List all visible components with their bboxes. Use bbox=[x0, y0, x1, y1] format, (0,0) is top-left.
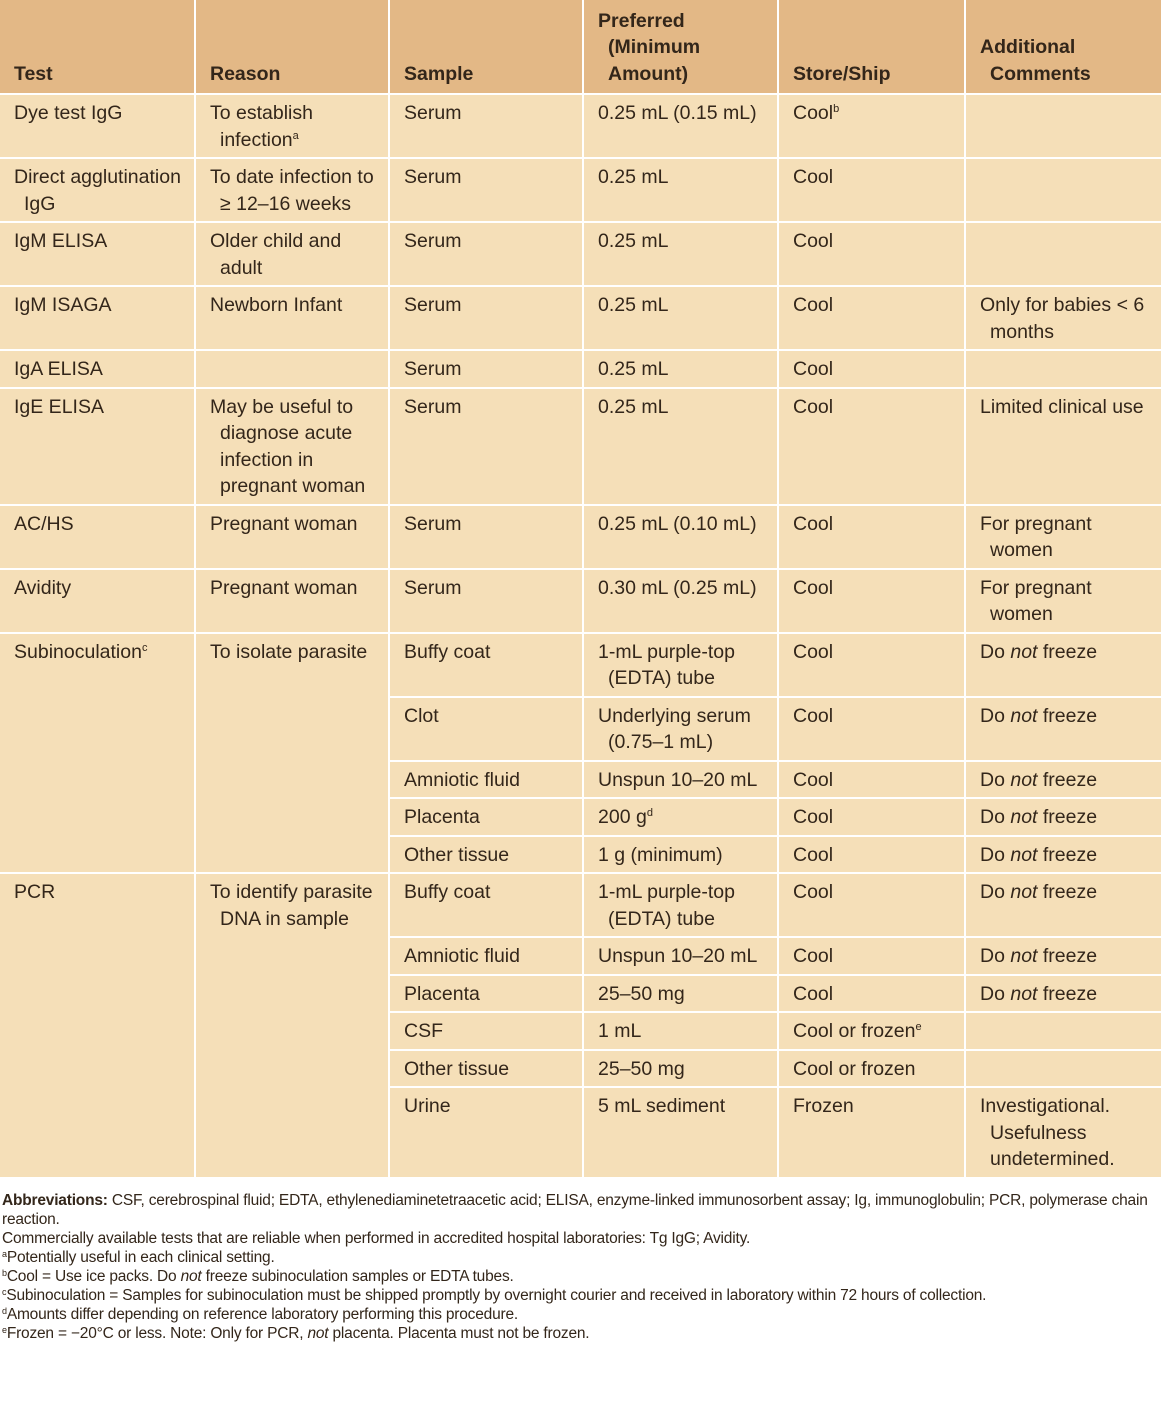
abbreviations-note bbox=[2, 1191, 1157, 1229]
store-text: Cool bbox=[793, 768, 834, 791]
comments-text: For pregnant women bbox=[980, 512, 1092, 561]
sample-cell bbox=[389, 222, 583, 286]
test-text: IgM ELISA bbox=[14, 230, 108, 252]
reason-text: To establish infection bbox=[210, 102, 313, 151]
footnote-text: Potentially useful in each clinical setting. bbox=[6, 1248, 275, 1266]
comments-emphasis: not bbox=[1010, 806, 1038, 828]
amount-cell bbox=[583, 798, 778, 836]
test-text: IgA ELISA bbox=[14, 358, 103, 380]
test-cell bbox=[0, 505, 195, 569]
store-text: Cool bbox=[793, 512, 834, 535]
comments-cell bbox=[965, 388, 1161, 505]
comments-emphasis: not bbox=[1010, 640, 1038, 663]
comments-emphasis: not bbox=[1010, 945, 1038, 967]
store-ship-cell bbox=[778, 94, 965, 158]
amount-cell bbox=[583, 975, 778, 1013]
sample-text: Serum bbox=[404, 230, 462, 252]
test-cell bbox=[0, 388, 195, 505]
store-text: Cool bbox=[793, 806, 834, 828]
test-cell bbox=[0, 222, 195, 286]
comments-text: freeze bbox=[1037, 768, 1098, 791]
sample-text: Placenta bbox=[404, 982, 480, 1005]
test-text: AC/HS bbox=[14, 512, 74, 535]
comments-cell bbox=[965, 94, 1161, 158]
store-text: Frozen bbox=[793, 1095, 854, 1117]
reason-cell bbox=[195, 873, 389, 1178]
amount-cell bbox=[583, 286, 778, 350]
comments-text: Do bbox=[980, 982, 1011, 1005]
sample-text: Other tissue bbox=[404, 1057, 510, 1080]
footnote-marker: c bbox=[2, 1286, 7, 1297]
amount-text: 0.25 mL bbox=[598, 166, 669, 188]
amount-cell bbox=[583, 697, 778, 761]
amount-text: 0.30 mL (0.25 mL) bbox=[598, 576, 757, 599]
footnote-marker: b bbox=[2, 1267, 7, 1278]
footnote bbox=[2, 1248, 1157, 1267]
reason-cell bbox=[195, 286, 389, 350]
amount-text: Unspun 10–20 mL bbox=[598, 945, 758, 967]
table-header bbox=[0, 0, 1161, 94]
comments-cell bbox=[965, 937, 1161, 975]
footnote-emphasis: not bbox=[180, 1267, 202, 1285]
table-row bbox=[0, 388, 1161, 505]
comments-cell bbox=[965, 761, 1161, 799]
amount-text: 25–50 mg bbox=[598, 982, 685, 1005]
comments-text: Limited clinical use bbox=[980, 395, 1144, 418]
table-row bbox=[0, 505, 1161, 569]
store-text: Cool or frozen bbox=[793, 1020, 916, 1042]
store-text: Cool bbox=[793, 843, 834, 866]
test-cell bbox=[0, 569, 195, 633]
reason-text: To date infection to ≥ 12–16 weeks bbox=[210, 166, 374, 215]
comments-cell bbox=[965, 633, 1161, 697]
comments-text: freeze bbox=[1037, 945, 1098, 967]
store-text: Cool bbox=[793, 294, 834, 316]
store-text: Cool bbox=[793, 395, 834, 418]
sample-text: CSF bbox=[404, 1020, 443, 1042]
reason-cell bbox=[195, 388, 389, 505]
amount-text: Unspun 10–20 mL bbox=[598, 768, 758, 791]
sample-cell bbox=[389, 94, 583, 158]
comments-emphasis: not bbox=[1010, 881, 1038, 903]
amount-text: 1-mL purple-top (EDTA) tube bbox=[598, 640, 735, 689]
abbreviations-text: CSF, cerebrospinal fluid; EDTA, ethylenediaminetetraacetic acid; ELISA, enzyme-linked immunosorbent assay; Ig, immunoglobulin; PCR, polymerase chain reaction. bbox=[2, 1191, 1148, 1228]
sample-cell bbox=[389, 1050, 583, 1088]
abbreviations-label: Abbreviations: bbox=[2, 1191, 108, 1209]
comments-text: Only for babies < 6 months bbox=[980, 294, 1145, 343]
sample-text: Serum bbox=[404, 576, 462, 599]
comments-text: Do bbox=[980, 945, 1011, 967]
sample-cell bbox=[389, 975, 583, 1013]
sample-text: Serum bbox=[404, 358, 462, 380]
amount-cell bbox=[583, 569, 778, 633]
store-ship-cell bbox=[778, 388, 965, 505]
store-ship-cell bbox=[778, 798, 965, 836]
comments-cell bbox=[965, 222, 1161, 286]
comments-cell bbox=[965, 1050, 1161, 1088]
comments-text: freeze bbox=[1037, 982, 1098, 1005]
table-row bbox=[0, 633, 1161, 697]
reason-cell bbox=[195, 569, 389, 633]
sample-cell bbox=[389, 505, 583, 569]
header-store-ship: Store/Ship bbox=[778, 0, 965, 94]
store-text: Cool bbox=[793, 881, 834, 903]
store-text: Cool bbox=[793, 102, 834, 124]
comments-text: Do bbox=[980, 768, 1011, 791]
test-text: Subinoculation bbox=[14, 640, 142, 663]
store-ship-cell bbox=[778, 1087, 965, 1178]
comments-emphasis: not bbox=[1010, 768, 1038, 791]
comments-emphasis: not bbox=[1010, 843, 1038, 866]
amount-text: 0.25 mL bbox=[598, 358, 669, 380]
header-sample: Sample bbox=[389, 0, 583, 94]
sample-text: Amniotic fluid bbox=[404, 945, 520, 967]
reason-text: Pregnant woman bbox=[210, 576, 358, 599]
sample-text: Urine bbox=[404, 1095, 451, 1117]
test-text: IgM ISAGA bbox=[14, 294, 112, 316]
amount-cell bbox=[583, 94, 778, 158]
comments-text: Investigational. Usefulness undetermined. bbox=[980, 1095, 1115, 1170]
table-row bbox=[0, 94, 1161, 158]
amount-cell bbox=[583, 1087, 778, 1178]
comments-cell bbox=[965, 975, 1161, 1013]
store-ship-cell bbox=[778, 158, 965, 222]
reason-text: To isolate parasite bbox=[210, 640, 368, 663]
header-amount: Preferred (Minimum Amount) bbox=[583, 0, 778, 94]
reason-text: Pregnant woman bbox=[210, 512, 358, 535]
footnote-marker: d bbox=[2, 1305, 7, 1316]
comments-emphasis: not bbox=[1010, 982, 1038, 1005]
store-ship-cell bbox=[778, 761, 965, 799]
amount-text: 5 mL sediment bbox=[598, 1095, 726, 1117]
table-row bbox=[0, 222, 1161, 286]
sample-text: Serum bbox=[404, 166, 462, 188]
store-text: Cool bbox=[793, 704, 834, 727]
sample-text: Placenta bbox=[404, 806, 480, 828]
comments-text: Do bbox=[980, 704, 1011, 727]
amount-text: Underlying serum (0.75–1 mL) bbox=[598, 704, 751, 753]
sample-cell bbox=[389, 836, 583, 874]
comments-cell bbox=[965, 286, 1161, 350]
reason-text: To identify parasite DNA in sample bbox=[210, 881, 373, 930]
comments-text: freeze bbox=[1037, 640, 1098, 663]
store-ship-cell bbox=[778, 1050, 965, 1088]
sample-cell bbox=[389, 569, 583, 633]
footnote-text: placenta. Placenta must not be frozen. bbox=[328, 1324, 590, 1342]
sample-cell bbox=[389, 633, 583, 697]
amount-text: 1 mL bbox=[598, 1020, 642, 1042]
comments-text: Do bbox=[980, 881, 1011, 903]
comments-cell bbox=[965, 158, 1161, 222]
sample-cell bbox=[389, 873, 583, 937]
amount-text: 0.25 mL bbox=[598, 395, 669, 418]
amount-cell bbox=[583, 633, 778, 697]
store-text: Cool bbox=[793, 982, 834, 1005]
footnote-text: Cool = Use ice packs. Do bbox=[6, 1267, 181, 1285]
test-cell bbox=[0, 286, 195, 350]
footnote-text: Amounts differ depending on reference laboratory performing this procedure. bbox=[6, 1305, 518, 1323]
footnote bbox=[2, 1286, 1157, 1305]
store-text: Cool bbox=[793, 230, 834, 252]
reason-cell bbox=[195, 350, 389, 388]
test-text: PCR bbox=[14, 881, 56, 903]
test-text: IgE ELISA bbox=[14, 395, 104, 418]
footnote-marker: a bbox=[292, 129, 299, 142]
amount-cell bbox=[583, 222, 778, 286]
sample-text: Serum bbox=[404, 512, 462, 535]
footnote bbox=[2, 1305, 1157, 1324]
test-cell bbox=[0, 633, 195, 874]
amount-cell bbox=[583, 1012, 778, 1050]
comments-text: freeze bbox=[1037, 704, 1098, 727]
amount-cell bbox=[583, 937, 778, 975]
header-test: Test bbox=[0, 0, 195, 94]
sample-cell bbox=[389, 158, 583, 222]
footnote-marker: e bbox=[2, 1324, 7, 1335]
store-ship-cell bbox=[778, 697, 965, 761]
reason-text: Newborn Infant bbox=[210, 294, 343, 316]
footnote-text: Frozen = −20°C or less. Note: Only for PCR, bbox=[6, 1324, 308, 1342]
table-row bbox=[0, 569, 1161, 633]
amount-text: 1-mL purple-top (EDTA) tube bbox=[598, 881, 735, 930]
footnote-marker: b bbox=[833, 103, 840, 115]
amount-text: 200 g bbox=[598, 806, 647, 828]
comments-cell bbox=[965, 836, 1161, 874]
header-reason: Reason bbox=[195, 0, 389, 94]
store-ship-cell bbox=[778, 1012, 965, 1050]
reason-cell bbox=[195, 158, 389, 222]
amount-text: 0.25 mL bbox=[598, 294, 669, 316]
table-row bbox=[0, 286, 1161, 350]
amount-text: 0.25 mL (0.15 mL) bbox=[598, 102, 757, 124]
reason-text: Older child and adult bbox=[210, 230, 342, 279]
amount-text: 25–50 mg bbox=[598, 1057, 685, 1080]
footnote-text: Subinoculation = Samples for subinoculation must be shipped promptly by overnight courier and received in laboratory within 72 hours of collection. bbox=[6, 1286, 987, 1304]
sample-text: Other tissue bbox=[404, 843, 510, 866]
table-row bbox=[0, 873, 1161, 937]
amount-cell bbox=[583, 505, 778, 569]
store-ship-cell bbox=[778, 975, 965, 1013]
comments-cell bbox=[965, 569, 1161, 633]
table-row bbox=[0, 350, 1161, 388]
sample-text: Amniotic fluid bbox=[404, 768, 520, 791]
store-ship-cell bbox=[778, 286, 965, 350]
table-row bbox=[0, 158, 1161, 222]
reason-text: May be useful to diagnose acute infection in pregnant woman bbox=[210, 395, 366, 497]
sample-cell bbox=[389, 761, 583, 799]
amount-text: 0.25 mL (0.10 mL) bbox=[598, 512, 757, 535]
comments-text: freeze bbox=[1037, 881, 1098, 903]
footnote-marker: e bbox=[915, 1021, 922, 1033]
amount-text: 1 g (minimum) bbox=[598, 843, 723, 866]
footnote-marker: c bbox=[141, 641, 148, 654]
amount-cell bbox=[583, 158, 778, 222]
sample-cell bbox=[389, 798, 583, 836]
store-text: Cool or frozen bbox=[793, 1057, 916, 1080]
comments-cell bbox=[965, 1012, 1161, 1050]
test-cell bbox=[0, 350, 195, 388]
reason-cell bbox=[195, 633, 389, 874]
test-text: Dye test IgG bbox=[14, 102, 123, 124]
header-comments: Additional Comments bbox=[965, 0, 1161, 94]
amount-cell bbox=[583, 836, 778, 874]
comments-cell bbox=[965, 505, 1161, 569]
store-ship-cell bbox=[778, 836, 965, 874]
sample-cell bbox=[389, 1087, 583, 1178]
sample-text: Serum bbox=[404, 395, 462, 418]
sample-text: Buffy coat bbox=[404, 881, 491, 903]
footnote bbox=[2, 1267, 1157, 1286]
comments-text: Do bbox=[980, 640, 1011, 663]
sample-cell bbox=[389, 937, 583, 975]
store-ship-cell bbox=[778, 222, 965, 286]
reason-cell bbox=[195, 94, 389, 158]
store-ship-cell bbox=[778, 350, 965, 388]
test-cell bbox=[0, 158, 195, 222]
amount-text: 0.25 mL bbox=[598, 230, 669, 252]
sample-text: Serum bbox=[404, 102, 462, 124]
reason-cell bbox=[195, 222, 389, 286]
store-text: Cool bbox=[793, 166, 834, 188]
sample-cell bbox=[389, 286, 583, 350]
store-text: Cool bbox=[793, 576, 834, 599]
comments-cell bbox=[965, 350, 1161, 388]
comments-text: freeze bbox=[1037, 843, 1098, 866]
comments-text: Do bbox=[980, 843, 1011, 866]
amount-cell bbox=[583, 350, 778, 388]
amount-cell bbox=[583, 873, 778, 937]
sample-text: Buffy coat bbox=[404, 640, 491, 663]
footnote-marker: d bbox=[646, 807, 653, 819]
footnote-emphasis: not bbox=[307, 1324, 329, 1342]
sample-text: Clot bbox=[404, 704, 439, 727]
comments-text: For pregnant women bbox=[980, 576, 1092, 625]
store-ship-cell bbox=[778, 505, 965, 569]
table-body bbox=[0, 94, 1161, 1178]
comments-emphasis: not bbox=[1010, 704, 1038, 727]
amount-cell bbox=[583, 761, 778, 799]
sample-cell bbox=[389, 697, 583, 761]
test-cell bbox=[0, 873, 195, 1178]
store-ship-cell bbox=[778, 569, 965, 633]
sample-cell bbox=[389, 1012, 583, 1050]
amount-cell bbox=[583, 388, 778, 505]
reason-cell bbox=[195, 505, 389, 569]
comments-text: Do bbox=[980, 806, 1011, 828]
footnote bbox=[2, 1324, 1157, 1343]
comments-cell bbox=[965, 873, 1161, 937]
footnote-marker: a bbox=[2, 1248, 7, 1259]
store-text: Cool bbox=[793, 945, 834, 967]
footnote-text: freeze subinoculation samples or EDTA tubes. bbox=[201, 1267, 514, 1285]
comments-cell bbox=[965, 798, 1161, 836]
sample-cell bbox=[389, 350, 583, 388]
table-footnotes bbox=[0, 1179, 1161, 1343]
store-ship-cell bbox=[778, 633, 965, 697]
store-text: Cool bbox=[793, 640, 834, 663]
comments-cell bbox=[965, 697, 1161, 761]
store-text: Cool bbox=[793, 358, 834, 380]
sample-text: Serum bbox=[404, 294, 462, 316]
sample-cell bbox=[389, 388, 583, 505]
comments-text: freeze bbox=[1037, 806, 1098, 828]
comments-cell bbox=[965, 1087, 1161, 1178]
test-text: Avidity bbox=[14, 576, 72, 599]
store-ship-cell bbox=[778, 873, 965, 937]
test-text: Direct agglutination IgG bbox=[14, 166, 181, 215]
amount-cell bbox=[583, 1050, 778, 1088]
commercial-note: Commercially available tests that are reliable when performed in accredited hospital laboratories: Tg IgG; Avidity. bbox=[2, 1229, 751, 1247]
store-ship-cell bbox=[778, 937, 965, 975]
test-cell bbox=[0, 94, 195, 158]
